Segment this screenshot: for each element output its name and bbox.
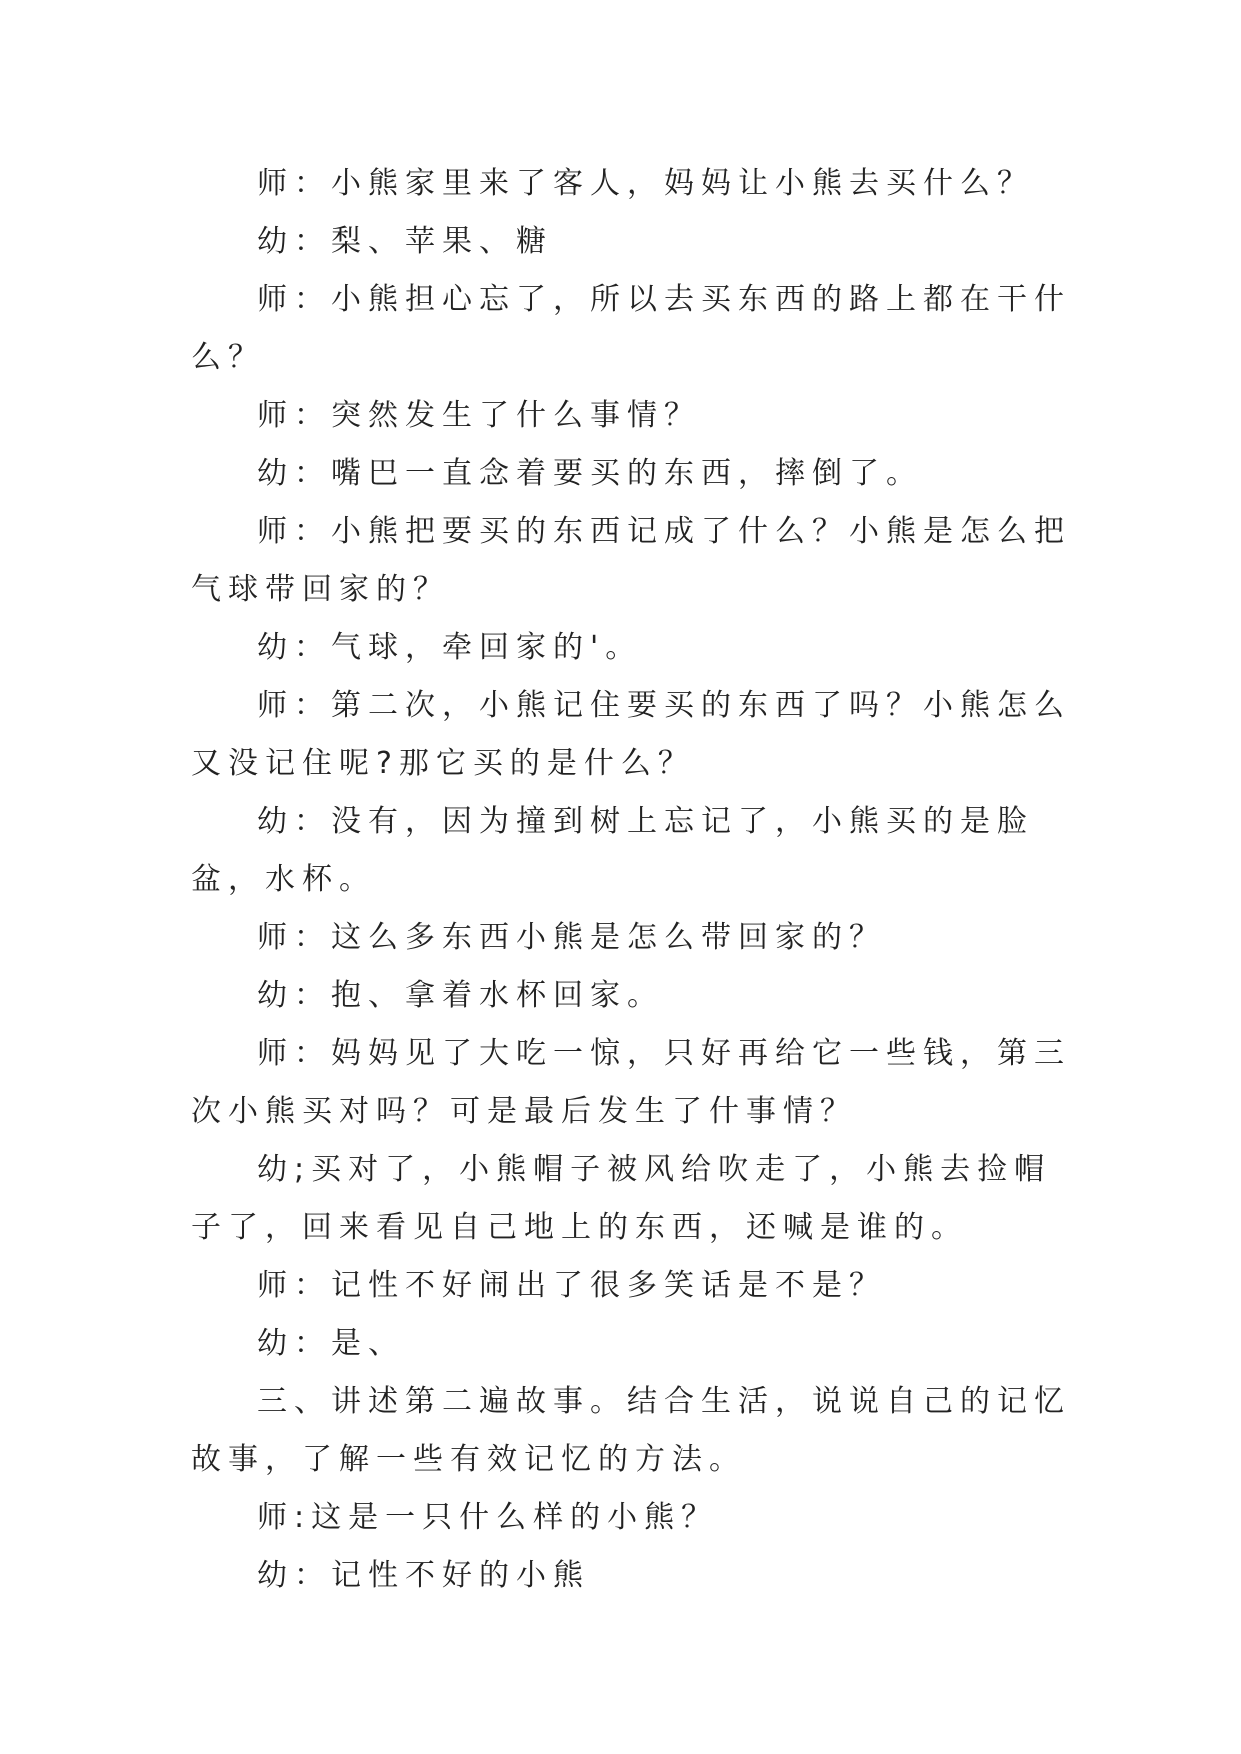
paragraph-child-answer: 幼：是、	[257, 1326, 405, 1361]
paragraph-section-heading: 三、讲述第二遍故事。结合生活，说说自己的记忆故事，了解一些有效记忆的方法。	[191, 1384, 1071, 1477]
paragraph-child-answer: 幼：嘴巴一直念着要买的东西，摔倒了。	[257, 456, 923, 491]
paragraph-teacher-question: 师:这是一只什么样的小熊？	[257, 1500, 719, 1535]
paragraph-teacher-question: 师：小熊家里来了客人，妈妈让小熊去买什么？	[257, 166, 1034, 201]
paragraph-teacher-question: 师：小熊把要买的东西记成了什么？小熊是怎么把气球带回家的？	[191, 514, 1071, 607]
paragraph-teacher-question: 师：小熊担心忘了，所以去买东西的路上都在干什么？	[191, 282, 1071, 375]
paragraph-child-answer: 幼：梨、苹果、糖	[257, 224, 553, 259]
paragraph-child-answer: 幼：没有，因为撞到树上忘记了，小熊买的是脸盆，水杯。	[191, 804, 1034, 897]
paragraph-teacher-question: 师：这么多东西小熊是怎么带回家的？	[257, 920, 886, 955]
document-body	[191, 155, 1076, 1605]
paragraph-teacher-question: 师：突然发生了什么事情？	[257, 398, 701, 433]
paragraph-child-answer: 幼;买对了，小熊帽子被风给吹走了，小熊去捡帽子了，回来看见自己地上的东西，还喊是谁的。	[191, 1152, 1052, 1245]
paragraph-child-answer: 幼：记性不好的小熊	[257, 1558, 590, 1593]
paragraph-teacher-question: 师：记性不好闹出了很多笑话是不是？	[257, 1268, 886, 1303]
paragraph-teacher-question: 师：妈妈见了大吃一惊，只好再给它一些钱，第三次小熊买对吗？可是最后发生了什事情？	[191, 1036, 1071, 1129]
paragraph-child-answer: 幼：气球，牵回家的'。	[257, 630, 643, 665]
paragraph-child-answer: 幼：抱、拿着水杯回家。	[257, 978, 664, 1013]
paragraph-teacher-question: 师：第二次，小熊记住要买的东西了吗？小熊怎么又没记住呢?那它买的是什么？	[191, 688, 1071, 781]
